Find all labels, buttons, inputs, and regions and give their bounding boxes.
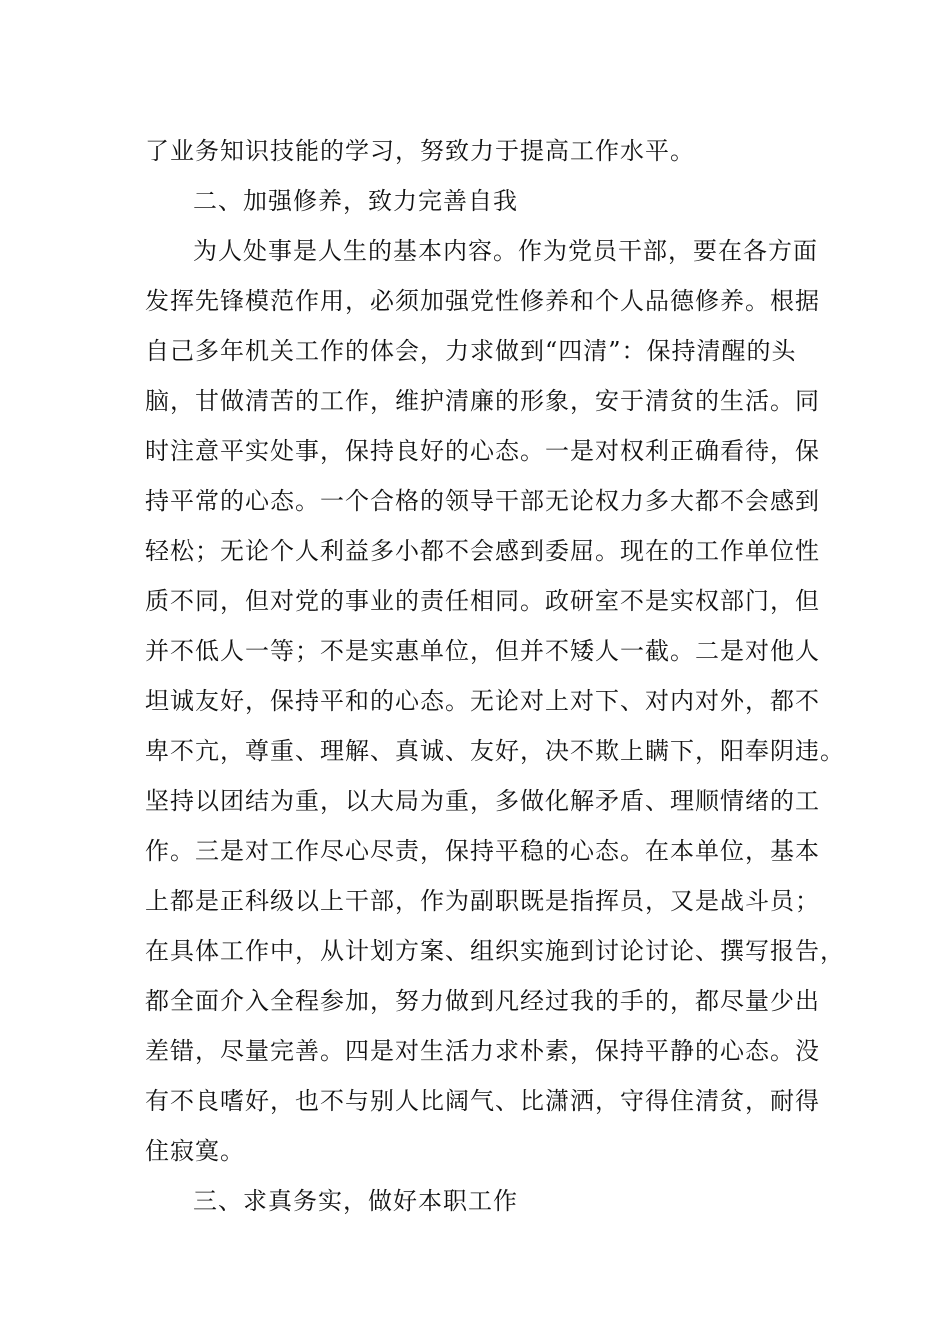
text-line: 有不良嗜好，也不与别人比阔气、比潇洒，守得住清贫，耐得 bbox=[145, 1087, 820, 1115]
text-line: 坚持以团结为重，以大局为重，多做化解矛盾、理顺情绪的工 bbox=[145, 787, 820, 815]
text-line: 卑不亢，尊重、理解、真诚、友好，决不欺上瞒下，阳奉阴违。 bbox=[145, 737, 845, 765]
text-line: 自己多年机关工作的体会，力求做到“四清”：保持清醒的头 bbox=[145, 337, 797, 365]
section-heading: 三、求真务实，做好本职工作 bbox=[193, 1187, 518, 1215]
text-line: 为人处事是人生的基本内容。作为党员干部，要在各方面 bbox=[193, 237, 818, 265]
text-line: 差错，尽量完善。四是对生活力求朴素，保持平静的心态。没 bbox=[145, 1037, 820, 1065]
text-line: 在具体工作中，从计划方案、组织实施到讨论讨论、撰写报告， bbox=[145, 937, 845, 965]
text-line: 持平常的心态。一个合格的领导干部无论权力多大都不会感到 bbox=[145, 487, 820, 515]
text-line: 并不低人一等；不是实惠单位，但并不矮人一截。二是对他人 bbox=[145, 637, 820, 665]
section-heading: 二、加强修养，致力完善自我 bbox=[193, 187, 518, 215]
text-line: 上都是正科级以上干部，作为副职既是指挥员，又是战斗员； bbox=[145, 887, 820, 915]
text-line: 轻松；无论个人利益多小都不会感到委屈。现在的工作单位性 bbox=[145, 537, 820, 565]
text-line: 住寂寞。 bbox=[145, 1137, 245, 1165]
text-line: 了业务知识技能的学习，努致力于提高工作水平。 bbox=[145, 137, 695, 165]
text-line: 都全面介入全程参加，努力做到凡经过我的手的，都尽量少出 bbox=[145, 987, 820, 1015]
text-line: 脑，甘做清苦的工作，维护清廉的形象，安于清贫的生活。同 bbox=[145, 387, 820, 415]
text-line: 发挥先锋模范作用，必须加强党性修养和个人品德修养。根据 bbox=[145, 287, 820, 315]
text-line: 质不同，但对党的事业的责任相同。政研室不是实权部门，但 bbox=[145, 587, 820, 615]
text-line: 作。三是对工作尽心尽责，保持平稳的心态。在本单位，基本 bbox=[145, 837, 820, 865]
text-line: 时注意平实处事，保持良好的心态。一是对权利正确看待，保 bbox=[145, 437, 820, 465]
text-line: 坦诚友好，保持平和的心态。无论对上对下、对内对外，都不 bbox=[145, 687, 820, 715]
